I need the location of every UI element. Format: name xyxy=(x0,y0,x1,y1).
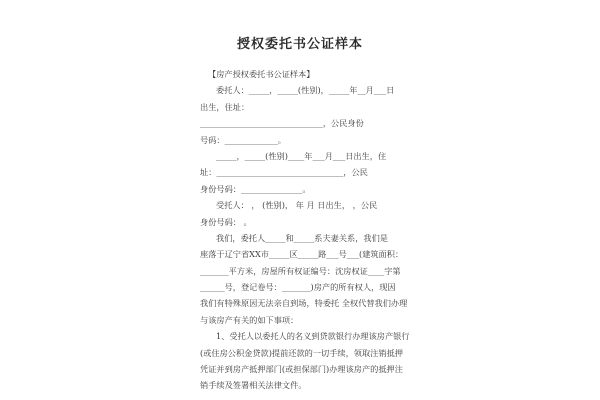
section-heading: 【房产授权委托书公证样本】 xyxy=(208,69,315,79)
paragraph-line: _______平方米，房屋所有权证编号：沈房权证____字第 xyxy=(200,265,401,276)
principal-line: 委托人：_____，_____(性别)，_____年__月___日 xyxy=(216,85,395,96)
principal-line: 出生，住址： xyxy=(200,101,250,112)
item-line: 销手续及签署相关法律文件。 xyxy=(200,380,307,391)
item-line: 1、受托人以委托人的名义到贷款银行办理该房产银行 xyxy=(216,331,410,342)
principal-line: 身份号码：_______________。 xyxy=(200,183,311,194)
paragraph-line: 我们有特殊原因无法亲自到场，特委托 全权代替我们办理 xyxy=(200,298,408,309)
document-title: 授权委托书公证样本 xyxy=(236,37,363,52)
paragraph-line: ______号，登记卷号：_______)房产的所有权人，现因 xyxy=(200,282,396,293)
paragraph-line: 与该房产有关的如下事项： xyxy=(200,314,299,325)
paragraph-line: 座落于辽宁省XX市_____区_____路___号___(建筑面积： xyxy=(200,249,404,260)
principal-line: 址：_______________________________，公民 xyxy=(200,167,368,178)
agent-line: 身份号码： 。 xyxy=(200,216,252,227)
item-line: (或住房公积金贷款)提前还款的一切手续，领取注销抵押 xyxy=(200,347,403,358)
principal-line: ______________________________，公民身份 xyxy=(200,118,364,129)
agent-line: 受托人： ， (性别)， 年 月 日出生， ，公民 xyxy=(216,200,378,211)
document-body xyxy=(200,66,410,394)
principal-line: 号码：_____________。 xyxy=(200,134,286,145)
paragraph-line: 我们，委托人_____和_____系夫妻关系，我们是 xyxy=(216,232,388,243)
item-line: 凭证并到房产抵押部门(或担保部门)办理该房产的抵押注 xyxy=(200,364,403,375)
principal-line: _____，_____(性别)____年___月___日出生，住 xyxy=(216,150,387,161)
